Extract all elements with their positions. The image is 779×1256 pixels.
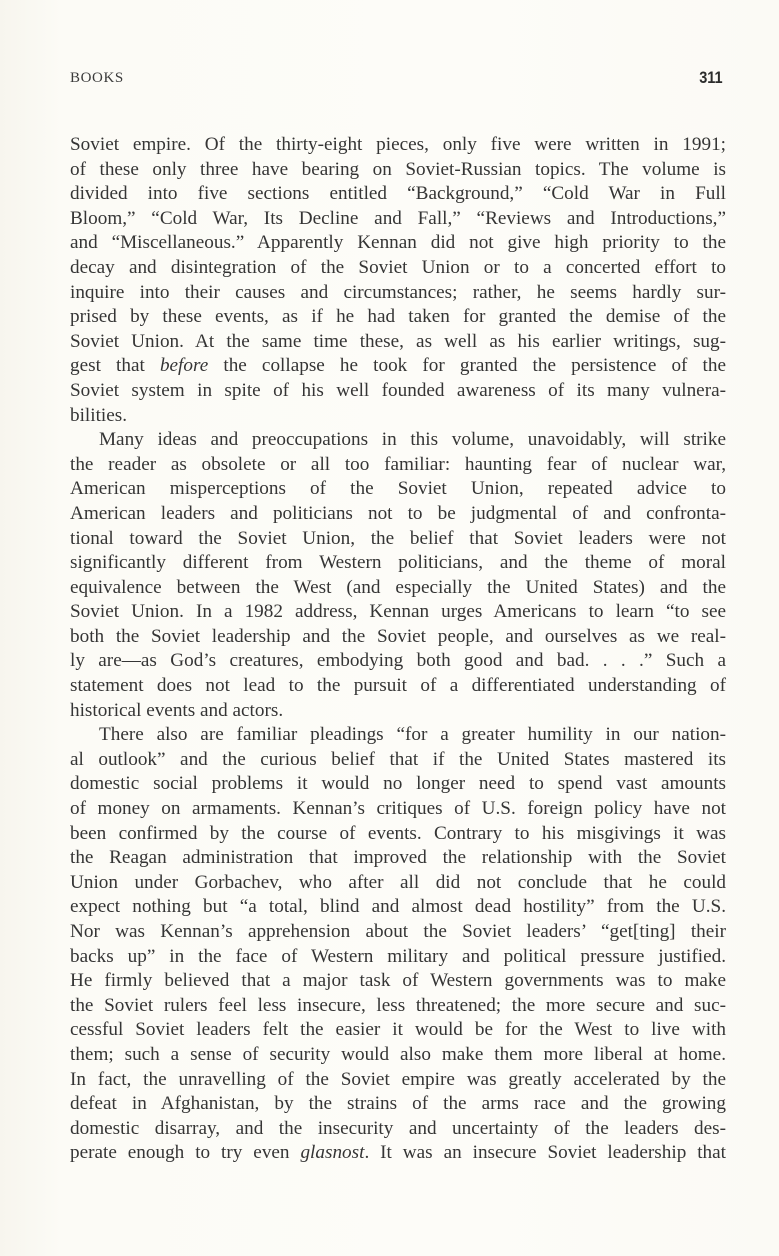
text-line (70, 428, 726, 453)
text-segment: tional toward the Soviet Union, the belief that Soviet leaders were not (70, 527, 726, 549)
text-line (70, 649, 726, 674)
text-line (70, 969, 726, 994)
text-line (70, 748, 726, 773)
text-segment: Soviet system in spite of his well founded awareness of its many vulnera- (70, 379, 726, 401)
text-segment: Nor was Kennan’s apprehension about the Soviet leaders’ “get[ting] their (70, 921, 726, 942)
text-segment: of money on armaments. Kennan’s critiques of U.S. foreign policy have not (70, 798, 726, 820)
text-segment: expect nothing but “a total, blind and almost dead hostility” from the U.S. (70, 896, 726, 918)
text-line (70, 871, 726, 896)
text-line (70, 305, 726, 330)
text-line (70, 1068, 726, 1093)
text-segment: Soviet Union. At the same time these, as well as his earlier writings, sug- (70, 330, 726, 352)
text-line (70, 330, 726, 355)
text-line (70, 231, 726, 256)
body-text (70, 133, 726, 1166)
text-segment: significantly different from Western politicians, and the theme of moral (70, 552, 726, 574)
text-segment: He firmly believed that a major task of Western governments was to make (70, 970, 726, 992)
text-segment: gest that (70, 355, 160, 377)
text-line (70, 354, 726, 379)
text-line (70, 502, 726, 527)
text-line (70, 822, 726, 847)
text-line (70, 600, 726, 625)
text-line (70, 158, 726, 183)
text-segment: the reader as obsolete or all too familiar: haunting fear of nuclear war, (70, 453, 726, 475)
text-line (70, 453, 726, 478)
text-segment: historical events and actors. (70, 699, 284, 721)
text-line (70, 207, 726, 232)
text-segment: of these only three have bearing on Soviet-Russian topics. The volume is (70, 158, 726, 180)
text-segment: There also are familiar pleadings “for a greater humility in our nation- (99, 724, 726, 746)
text-line (70, 1141, 726, 1166)
text-line (70, 994, 726, 1019)
text-segment: the Soviet rulers feel less insecure, less threatened; the more secure and suc- (70, 994, 726, 1016)
text-line (70, 772, 726, 797)
text-segment: the Reagan administration that improved the relationship with the Soviet (70, 847, 726, 869)
paragraph (70, 723, 726, 1166)
text-line (70, 1018, 726, 1043)
text-line (70, 625, 726, 650)
text-segment: Many ideas and preoccupations in this volume, unavoidably, will strike (99, 429, 726, 451)
text-segment: Soviet empire. Of the thirty-eight pieces, only five were written in 1991; (70, 134, 726, 155)
text-segment: inquire into their causes and circumstances; rather, he seems hardly sur- (70, 281, 726, 303)
text-segment: defeat in Afghanistan, by the strains of the arms race and the growing (70, 1093, 726, 1115)
text-line (70, 674, 726, 699)
text-line (70, 551, 726, 576)
text-line (70, 527, 726, 552)
text-segment: Union under Gorbachev, who after all did not conclude that he could (70, 871, 726, 893)
text-segment: American misperceptions of the Soviet Union, repeated advice to (70, 478, 726, 500)
text-line (70, 477, 726, 502)
text-segment: been confirmed by the course of events. Contrary to his misgivings it was (70, 822, 726, 844)
paragraph (70, 133, 726, 428)
text-line (70, 256, 726, 281)
text-line (70, 723, 726, 748)
text-segment: American leaders and politicians not to be judgmental of and confronta- (70, 502, 726, 524)
text-segment: cessful Soviet leaders felt the easier it would be for the West to live with (70, 1019, 726, 1041)
text-segment: domestic disarray, and the insecurity and uncertainty of the leaders des- (70, 1117, 726, 1139)
text-line (70, 846, 726, 871)
text-segment: both the Soviet leadership and the Soviet people, and ourselves as we real- (70, 625, 726, 647)
text-segment: domestic social problems it would no longer need to spend vast amounts (70, 773, 726, 795)
text-segment: Bloom,” “Cold War, Its Decline and Fall,” “Reviews and Introductions,” (70, 207, 726, 229)
text-line (70, 576, 726, 601)
text-line (70, 797, 726, 822)
text-segment: al outlook” and the curious belief that if the United States mastered its (70, 748, 726, 770)
italic-text: before (159, 355, 209, 377)
page-number: 311 (699, 69, 723, 87)
text-line (70, 895, 726, 920)
text-segment: bilities. (70, 404, 128, 426)
paragraph (70, 428, 726, 723)
text-line (70, 404, 726, 429)
text-segment: perate enough to try even (70, 1142, 301, 1164)
text-line (70, 699, 726, 724)
italic-text: glasnost (300, 1142, 365, 1164)
text-line (70, 281, 726, 306)
text-segment: them; such a sense of security would also make them more liberal at home. (70, 1043, 726, 1065)
text-segment: statement does not lead to the pursuit of a differentiated understanding of (70, 675, 726, 697)
text-segment: and “Miscellaneous.” Apparently Kennan did not give high priority to the (70, 232, 726, 254)
running-head (70, 70, 723, 90)
text-line (70, 182, 726, 207)
text-segment: ly are—as God’s creatures, embodying both good and bad. . . .” Such a (70, 650, 726, 672)
text-segment: backs up” in the face of Western military and political pressure justified. (70, 945, 726, 967)
text-segment: prised by these events, as if he had taken for granted the demise of the (70, 306, 726, 328)
text-segment: Soviet Union. In a 1982 address, Kennan urges Americans to learn “to see (70, 601, 726, 623)
text-segment: equivalence between the West (and especially the United States) and the (70, 576, 726, 598)
text-segment: decay and disintegration of the Soviet Union or to a concerted effort to (70, 256, 726, 278)
text-segment: divided into five sections entitled “Background,” “Cold War in Full (70, 183, 726, 205)
text-line (70, 379, 726, 404)
text-segment: In fact, the unravelling of the Soviet empire was greatly accelerated by the (70, 1068, 726, 1090)
text-segment: the collapse he took for granted the persistence of the (208, 355, 727, 377)
text-line (70, 133, 726, 158)
text-line (70, 1043, 726, 1068)
running-title: BOOKS (70, 70, 124, 86)
text-line (70, 1092, 726, 1117)
text-segment: . It was an insecure Soviet leadership that (364, 1142, 726, 1164)
text-line (70, 920, 726, 945)
text-line (70, 945, 726, 970)
text-line (70, 1117, 726, 1142)
